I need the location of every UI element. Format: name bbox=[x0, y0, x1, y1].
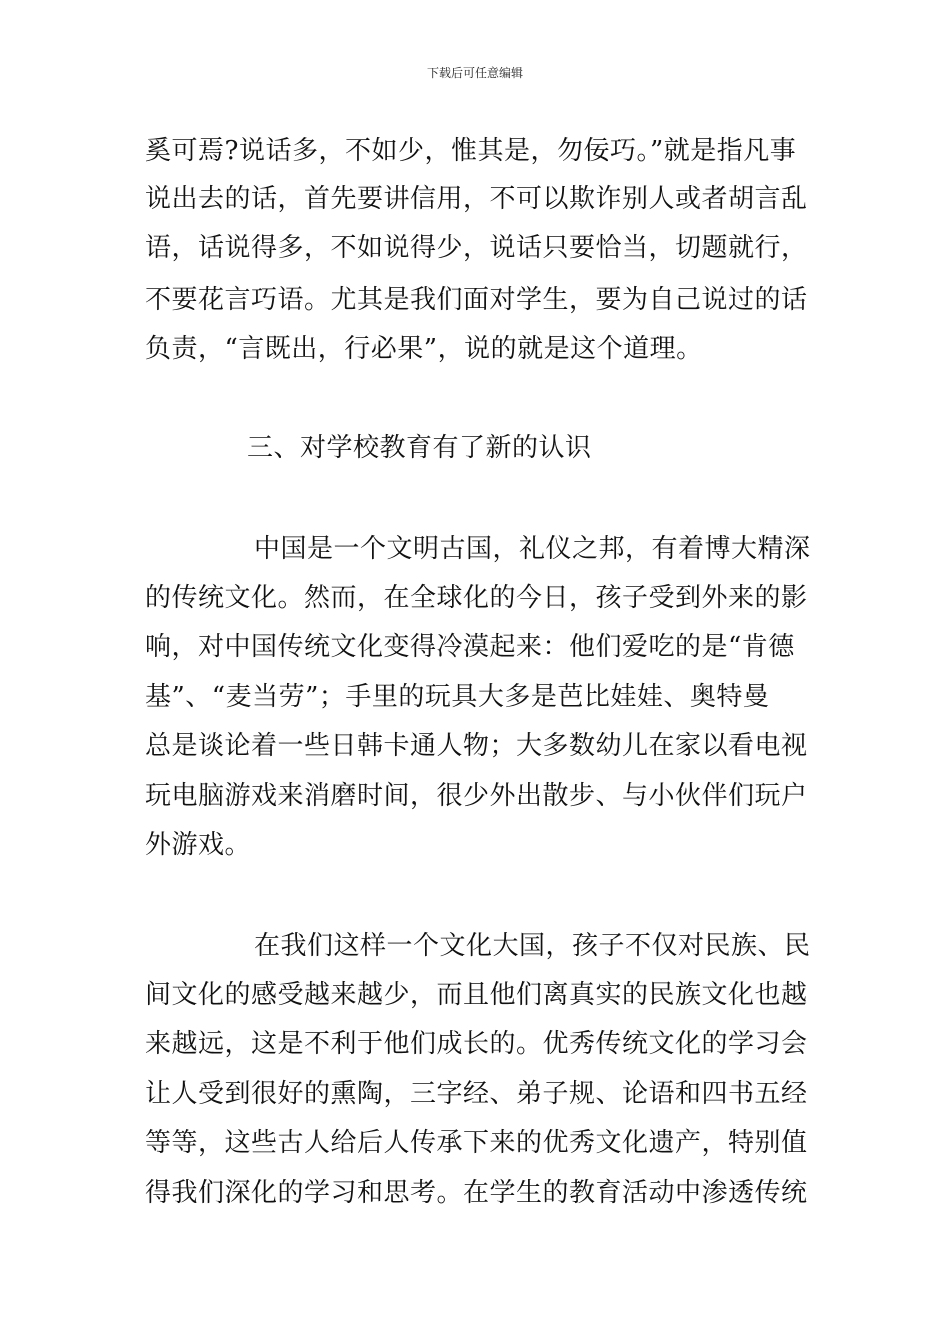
text-line: 等等，这些古人给后人传承下来的优秀文化遗产，特别值 bbox=[145, 1128, 808, 1158]
text-line: 在我们这样一个文化大国，孩子不仅对民族、民 bbox=[254, 931, 811, 961]
page-header: 下载后可任意编辑 bbox=[426, 66, 523, 80]
text-line: 语，话说得多，不如说得少，说话只要恰当，切题就行， bbox=[145, 233, 808, 263]
text-line: 负责，“言既出，行必果”，说的就是这个道理。 bbox=[145, 334, 703, 364]
text-line: 让人受到很好的熏陶，三字经、弟子规、论语和四书五经 bbox=[145, 1079, 808, 1109]
text-line: 总是谈论着一些日韩卡通人物；大多数幼儿在家以看电视 bbox=[145, 731, 808, 761]
text-line: 奚可焉?说话多，不如少，惟其是，勿佞巧。”就是指凡事 bbox=[145, 136, 797, 166]
text-line: 外游戏。 bbox=[145, 830, 252, 860]
text-line: 中国是一个文明古国，礼仪之邦，有着博大精深 bbox=[254, 534, 811, 564]
text-line: 得我们深化的学习和思考。在学生的教育活动中渗透传统 bbox=[145, 1178, 808, 1208]
text-line: 不要花言巧语。尤其是我们面对学生，要为自己说过的话 bbox=[145, 285, 808, 315]
section-heading: 三、对学校教育有了新的认识 bbox=[247, 433, 592, 463]
text-line: 响，对中国传统文化变得冷漠起来：他们爱吃的是“肯德 bbox=[145, 632, 795, 662]
text-line: 基”、“麦当劳”；手里的玩具大多是芭比娃娃、奥特曼 bbox=[145, 682, 770, 712]
text-line: 间文化的感受越来越少，而且他们离真实的民族文化也越 bbox=[145, 980, 808, 1010]
text-line: 来越远，这是不利于他们成长的。优秀传统文化的学习会 bbox=[145, 1029, 808, 1059]
text-line: 玩电脑游戏来消磨时间，很少外出散步、与小伙伴们玩户 bbox=[145, 781, 808, 811]
text-line: 说出去的话，首先要讲信用，不可以欺诈别人或者胡言乱 bbox=[145, 184, 808, 214]
text-line: 的传统文化。然而，在全球化的今日，孩子受到外来的影 bbox=[145, 583, 808, 613]
